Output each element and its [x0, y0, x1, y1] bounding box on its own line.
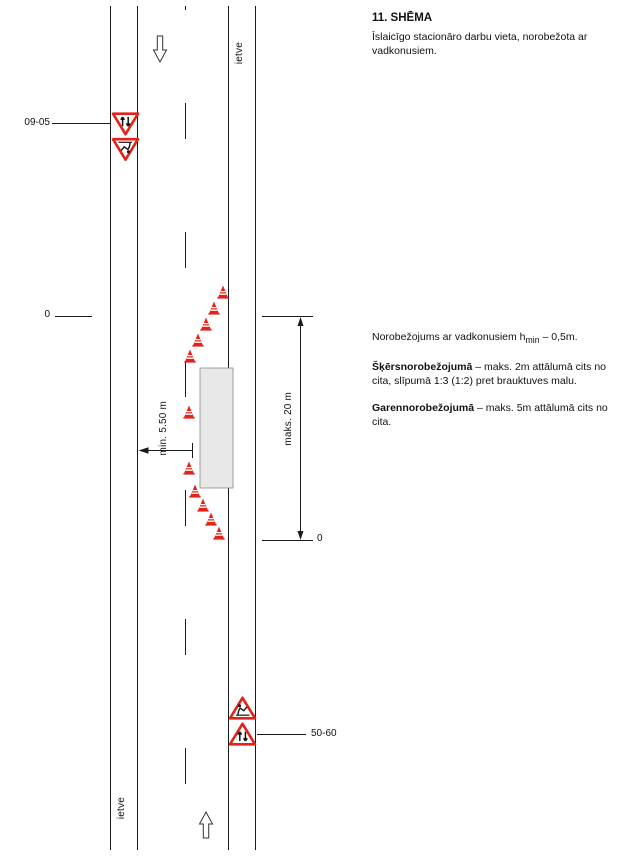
traffic-cone-icon	[184, 350, 195, 363]
traffic-cone-icon	[183, 406, 194, 419]
label-sidewalk-top: ietve	[234, 42, 245, 65]
traffic-cone-icon	[213, 527, 224, 540]
scheme-title: 11. SHĒMA	[372, 12, 433, 24]
note-longitudinal-spacing	[372, 401, 612, 429]
dimension-arrow-up	[298, 317, 304, 326]
two-way-traffic-warning-sign-icon	[230, 724, 255, 745]
traffic-cone-icon	[197, 499, 208, 512]
dimension-arrow-down	[298, 531, 304, 540]
note-lead: Šķērsnorobežojumā	[372, 360, 473, 373]
traffic-cone-icon	[189, 485, 200, 498]
note-text: – 0,5m.	[539, 331, 578, 343]
note-transverse-spacing	[372, 360, 612, 388]
label-dimension-width: min. 5.50 m	[158, 401, 169, 456]
label-zero-bottom: 0	[317, 533, 323, 544]
dimension-arrow-left	[139, 447, 149, 453]
note-containment-height	[372, 330, 612, 347]
scheme-subtitle: Īslaicīgo stacionāro darbu vieta, norobežota ar vadkonusiem.	[372, 31, 588, 58]
roadworks-warning-sign-icon	[113, 139, 138, 160]
traffic-cone-icon	[200, 318, 211, 331]
note-lead: Garennorobežojumā	[372, 402, 475, 415]
label-sidewalk-bottom: ietve	[116, 797, 127, 820]
traffic-direction-down-arrow	[154, 36, 167, 62]
label-sign-distance-top: 09-05	[24, 117, 50, 128]
roadworks-warning-sign-icon	[230, 698, 255, 719]
work-area-rect	[200, 368, 233, 488]
note-text: – maks. 5m attālumā cits no cita.	[372, 402, 608, 429]
label-dimension-length: maks. 20 m	[283, 392, 294, 446]
two-way-traffic-warning-sign-icon	[113, 114, 138, 135]
label-sign-distance-bottom: 50-60	[311, 728, 337, 739]
traffic-direction-up-arrow	[200, 812, 213, 838]
label-zero-left: 0	[44, 309, 50, 320]
title-block	[372, 12, 616, 58]
traffic-cone-icon	[192, 334, 203, 347]
note-text: – maks. 2m attālumā cits no cita, slīpumā 1:3 (1:2) pret brauktuves malu.	[372, 360, 607, 388]
traffic-cone-icon	[183, 462, 194, 475]
traffic-cone-icon	[205, 513, 216, 526]
note-subscript: min	[525, 335, 540, 346]
note-text: Norobežojums ar vadkonusiem h	[372, 331, 526, 343]
traffic-cone-icon	[217, 286, 228, 299]
notes-block	[372, 330, 612, 443]
traffic-cone-icon	[208, 302, 219, 315]
